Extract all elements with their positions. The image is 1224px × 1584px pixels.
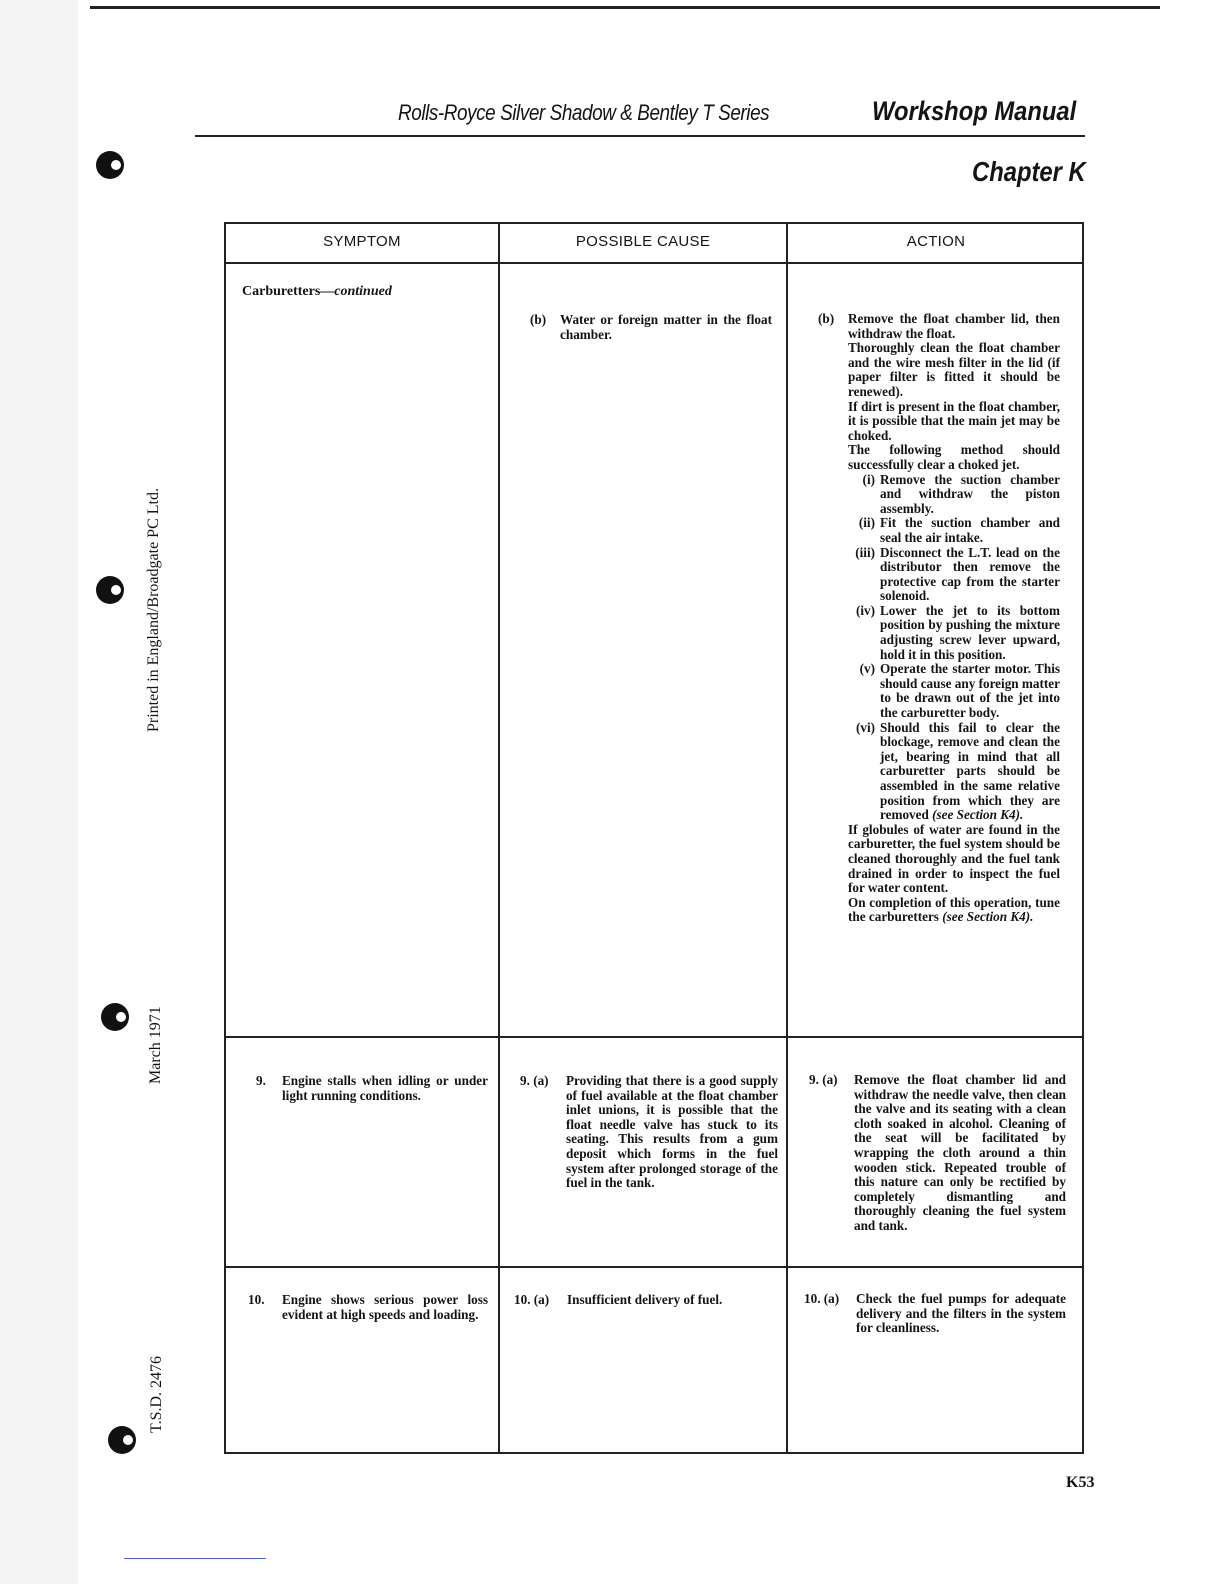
section-reference: (see Section K4). bbox=[942, 909, 1034, 925]
sub-step-number: (iv) bbox=[855, 602, 875, 618]
action-number: 10. (a) bbox=[804, 1291, 840, 1306]
margin-printed-note: Printed in England/Broadgate PC Ltd. bbox=[145, 488, 162, 732]
action-line: Remove the float chamber lid, then withdraw the float. bbox=[848, 311, 1060, 341]
header-rule bbox=[195, 135, 1085, 137]
sub-step bbox=[848, 516, 1060, 545]
sub-step-number: (ii) bbox=[858, 515, 875, 531]
section-title-text: Carburetters bbox=[242, 284, 321, 299]
punch-hole-icon bbox=[101, 1003, 129, 1031]
action-line: The following method should successfully clear a choked jet. bbox=[848, 442, 1060, 472]
sub-step-text: Fit the suction chamber and seal the air intake. bbox=[880, 515, 1060, 545]
sub-step-text: Operate the starter motor. This should cause any foreign matter to be drawn out of the jet into the carburetter body. bbox=[880, 661, 1060, 721]
header-series-title: Rolls-Royce Silver Shadow & Bentley T Series bbox=[398, 100, 770, 125]
symptom-number: 9. bbox=[256, 1073, 266, 1088]
row-divider bbox=[226, 1036, 1084, 1038]
action-line: If dirt is present in the float chamber, it is possible that the main jet may be choked. bbox=[848, 398, 1060, 443]
sub-step-text: Should this fail to clear the blockage, remove and clean the jet, bearing in mind that all carburetter parts should be assembled in the same relative position from which they are removed bbox=[880, 719, 1060, 823]
row-divider bbox=[226, 1266, 1084, 1268]
margin-date: March 1971 bbox=[147, 1006, 164, 1084]
sub-step-text: Lower the jet to its bottom position by pushing the mixture adjusting screw lever upward, hold it in this position. bbox=[880, 602, 1060, 662]
footer-blue-rule bbox=[124, 1558, 266, 1559]
column-header-action: ACTION bbox=[906, 233, 966, 250]
action-line: Thoroughly clean the float chamber and the wire mesh filter in the lid (if paper filter is fitted it should be renewed). bbox=[848, 340, 1060, 399]
section-title-suffix: —continued bbox=[320, 284, 392, 299]
symptom-text: Engine stalls when idling or under light running conditions. bbox=[282, 1073, 488, 1103]
action-line bbox=[848, 896, 1060, 925]
punch-hole-icon bbox=[96, 151, 124, 179]
sub-step bbox=[848, 473, 1060, 517]
cause-number: 9. (a) bbox=[520, 1073, 549, 1088]
margin-tsd: T.S.D. 2476 bbox=[148, 1355, 165, 1433]
column-header-symptom: SYMPTOM bbox=[323, 233, 401, 250]
section-reference: (see Section K4). bbox=[932, 807, 1024, 823]
action-number: (b) bbox=[818, 311, 835, 326]
action-line: If globules of water are found in the carburetter, the fuel system should be cleaned thoroughly and the fuel tank drained in order to inspect the fuel for water content. bbox=[848, 821, 1060, 896]
punch-hole-icon bbox=[108, 1426, 136, 1454]
sub-step-number: (iii) bbox=[855, 544, 875, 560]
sub-step-number: (vi) bbox=[855, 719, 875, 735]
sub-step bbox=[848, 604, 1060, 662]
sub-step-number: (i) bbox=[862, 471, 875, 487]
sub-step-text: Disconnect the L.T. lead on the distributor then remove the protective cap from the starter solenoid. bbox=[880, 544, 1060, 604]
action-number: 9. (a) bbox=[809, 1072, 838, 1087]
cause-text: Providing that there is a good supply of fuel available at the float chamber inlet unions, it is possible that the float needle valve has stuck to its seating. This results from a gum deposit which forms in the fuel system after prolonged storage of the fuel in the tank. bbox=[566, 1073, 778, 1191]
action-final-text: On completion of this operation, tune the carburetters bbox=[848, 894, 1060, 925]
cause-text: Insufficient delivery of fuel. bbox=[567, 1292, 723, 1307]
column-header-possible-cause: POSSIBLE CAUSE bbox=[575, 233, 711, 250]
punch-hole-icon bbox=[96, 576, 124, 604]
sub-step bbox=[848, 721, 1060, 823]
column-divider bbox=[786, 224, 788, 1454]
header-chapter: Chapter K bbox=[972, 156, 1086, 187]
action-text: Check the fuel pumps for adequate delivery and the filters in the system for cleanliness. bbox=[856, 1291, 1066, 1336]
symptom-text: Engine shows serious power loss evident at high speeds and loading. bbox=[282, 1292, 488, 1322]
header-manual-title: Workshop Manual bbox=[872, 96, 1077, 126]
sub-step-text: Remove the suction chamber and withdraw the piston assembly. bbox=[880, 471, 1060, 516]
header-row-divider bbox=[226, 262, 1084, 264]
scan-margin-shade bbox=[0, 0, 78, 1584]
sub-step-number: (v) bbox=[859, 661, 875, 677]
symptom-number: 10. bbox=[248, 1292, 265, 1307]
cause-number: (b) bbox=[530, 312, 547, 327]
cause-number: 10. (a) bbox=[514, 1292, 550, 1307]
sub-step bbox=[848, 662, 1060, 720]
section-title bbox=[242, 284, 392, 300]
sub-step bbox=[848, 546, 1060, 604]
cause-text: Water or foreign matter in the float chamber. bbox=[560, 312, 772, 342]
page-number: K53 bbox=[1066, 1474, 1095, 1491]
column-divider bbox=[498, 224, 500, 1454]
action-body bbox=[848, 312, 1060, 925]
top-scan-rule bbox=[90, 6, 1160, 9]
fault-table bbox=[224, 222, 1084, 1454]
action-text: Remove the float chamber lid and withdraw the needle valve, then clean the valve and its seating with a clean cloth soaked in alcohol. Cleaning of the seat will be facilitated by wrapping the cloth around a thin wooden stick. Repeated trouble of this nature can only be rectified by completely dismantling and thoroughly cleaning the fuel system and tank. bbox=[854, 1072, 1066, 1233]
